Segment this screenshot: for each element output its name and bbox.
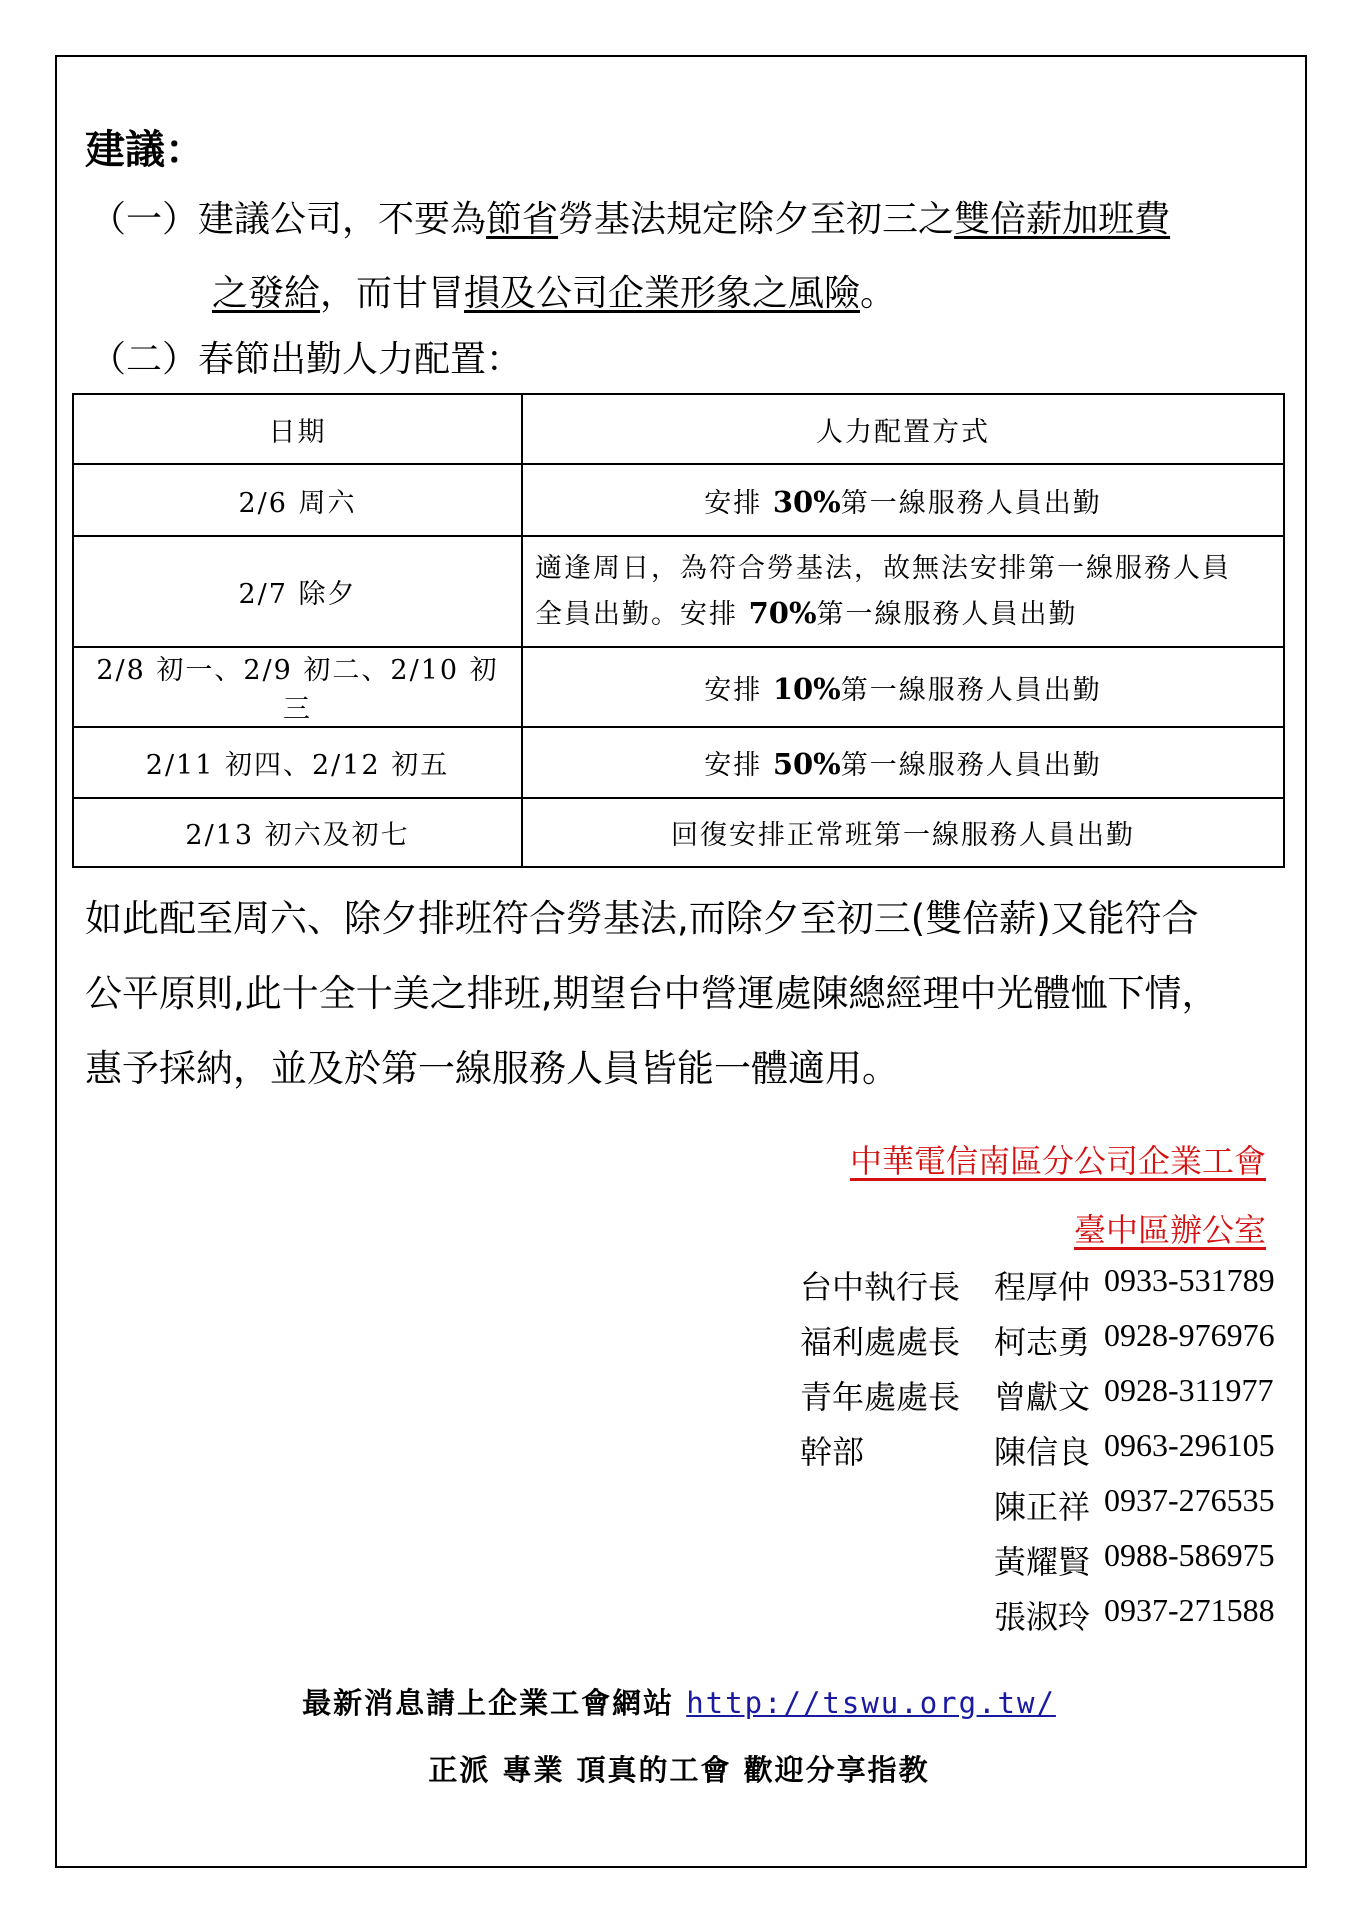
table-row: [73, 647, 1284, 727]
contact-name: 黃耀賢: [994, 1543, 1091, 1581]
contact-title: 青年處處長: [800, 1378, 961, 1416]
closing-line: 公平原則,此十全十美之排班,期望台中營運處陳總經理中光體恤下情，: [85, 972, 1219, 1015]
contact-name: 柯志勇: [994, 1323, 1091, 1361]
section-heading: 建議：: [85, 127, 205, 173]
table-header-allocation: 人力配置方式: [522, 394, 1284, 464]
contact-title: 幹部: [800, 1433, 865, 1471]
org-name: 中華電信南區分公司企業工會: [849, 1142, 1266, 1180]
table-cell-date: 2/6 周六: [73, 464, 522, 536]
table-header-row: [73, 394, 1284, 464]
suggestion-1-text: 。: [860, 273, 897, 314]
contact-title: 福利處處長: [800, 1323, 961, 1361]
org-office: 臺中區辦公室: [1073, 1211, 1266, 1249]
cell-text: 安排: [704, 487, 773, 519]
cell-percent: 10%: [772, 671, 841, 706]
suggestion-1-underline: 損及公司企業形象之風險: [464, 273, 861, 314]
table-cell-allocation: [522, 464, 1284, 536]
suggestion-1-underline: 之發給: [212, 273, 321, 314]
contact-name: 張淑玲: [994, 1598, 1091, 1636]
contact-phone: 0988-586975: [1104, 1537, 1275, 1573]
contact-phone: 0963-296105: [1104, 1427, 1275, 1463]
closing-line: 如此配至周六、除夕排班符合勞基法,而除夕至初三(雙倍薪)又能符合: [85, 897, 1199, 940]
cell-text: 第一線服務人員出勤: [840, 750, 1102, 781]
cell-text: 第一線服務人員出勤: [840, 674, 1102, 706]
cell-text: 安排: [704, 674, 773, 706]
footer-news-text: 最新消息請上企業工會網站: [302, 1686, 687, 1720]
cell-text: 適逢周日，為符合勞基法，故無法安排第一線服務人員: [535, 552, 1231, 584]
contact-phone: 0937-276535: [1104, 1482, 1275, 1518]
cell-text: 第一線服務人員出勤: [840, 487, 1102, 519]
contact-name: 程厚仲: [994, 1268, 1091, 1306]
suggestion-1-underline: 雙倍薪加班費: [954, 199, 1171, 240]
table-cell-date: 2/7 除夕: [73, 536, 522, 647]
website-link[interactable]: http://tswu.org.tw/: [686, 1686, 1056, 1720]
contact-name: 曾獻文: [994, 1378, 1091, 1416]
table-cell-allocation: [522, 727, 1284, 798]
contact-phone: 0933-531789: [1104, 1262, 1275, 1298]
cell-percent: 50%: [772, 747, 841, 781]
suggestion-1-text: ，而甘冒: [320, 273, 465, 314]
suggestion-1-line2: [212, 272, 896, 316]
table-row: [73, 536, 1284, 647]
footer-slogan: 正派 專業 頂真的工會 歡迎分享指教: [428, 1753, 930, 1787]
cell-text: 第一線服務人員出勤: [816, 598, 1078, 630]
cell-text: 安排: [704, 750, 773, 781]
suggestion-2-marker: （二）: [90, 339, 199, 380]
contact-title: 台中執行長: [800, 1268, 961, 1306]
table-cell-date: 2/8 初一、2/9 初二、2/10 初三: [73, 647, 522, 727]
table-cell-allocation: 回復安排正常班第一線服務人員出勤: [522, 798, 1284, 867]
cell-text-line2: [535, 591, 1271, 637]
table-row: [73, 464, 1284, 536]
contact-name: 陳正祥: [994, 1488, 1091, 1526]
suggestion-1-text: 建議公司，不要為: [198, 199, 487, 240]
table-row: [73, 798, 1284, 867]
table-cell-date: 2/13 初六及初七: [73, 798, 522, 867]
contact-name: 陳信良: [994, 1433, 1091, 1471]
suggestion-1-underline: 節省: [486, 199, 559, 240]
cell-percent: 30%: [772, 484, 841, 519]
contact-phone: 0928-311977: [1104, 1372, 1274, 1408]
closing-line: 惠予採納，並及於第一線服務人員皆能一體適用。: [85, 1047, 899, 1090]
table-row: [73, 727, 1284, 798]
contact-phone: 0937-271588: [1104, 1592, 1275, 1628]
suggestion-1-line1: [90, 198, 1170, 242]
table-cell-allocation: [522, 647, 1284, 727]
staffing-table: [72, 393, 1285, 868]
cell-percent: 70%: [748, 595, 817, 630]
suggestion-1-text: 勞基法規定除夕至初三之: [558, 199, 955, 240]
contact-phone: 0928-976976: [1104, 1317, 1275, 1353]
footer-news: [0, 1681, 1358, 1722]
suggestion-2-line: [90, 338, 522, 382]
table-cell-allocation: [522, 536, 1284, 647]
table-cell-date: 2/11 初四、2/12 初五: [73, 727, 522, 798]
suggestion-1-marker: （一）: [90, 199, 199, 240]
suggestion-2-text: 春節出勤人力配置：: [198, 339, 523, 380]
table-header-date: 日期: [73, 394, 522, 464]
cell-text: 全員出勤。安排: [535, 598, 749, 630]
